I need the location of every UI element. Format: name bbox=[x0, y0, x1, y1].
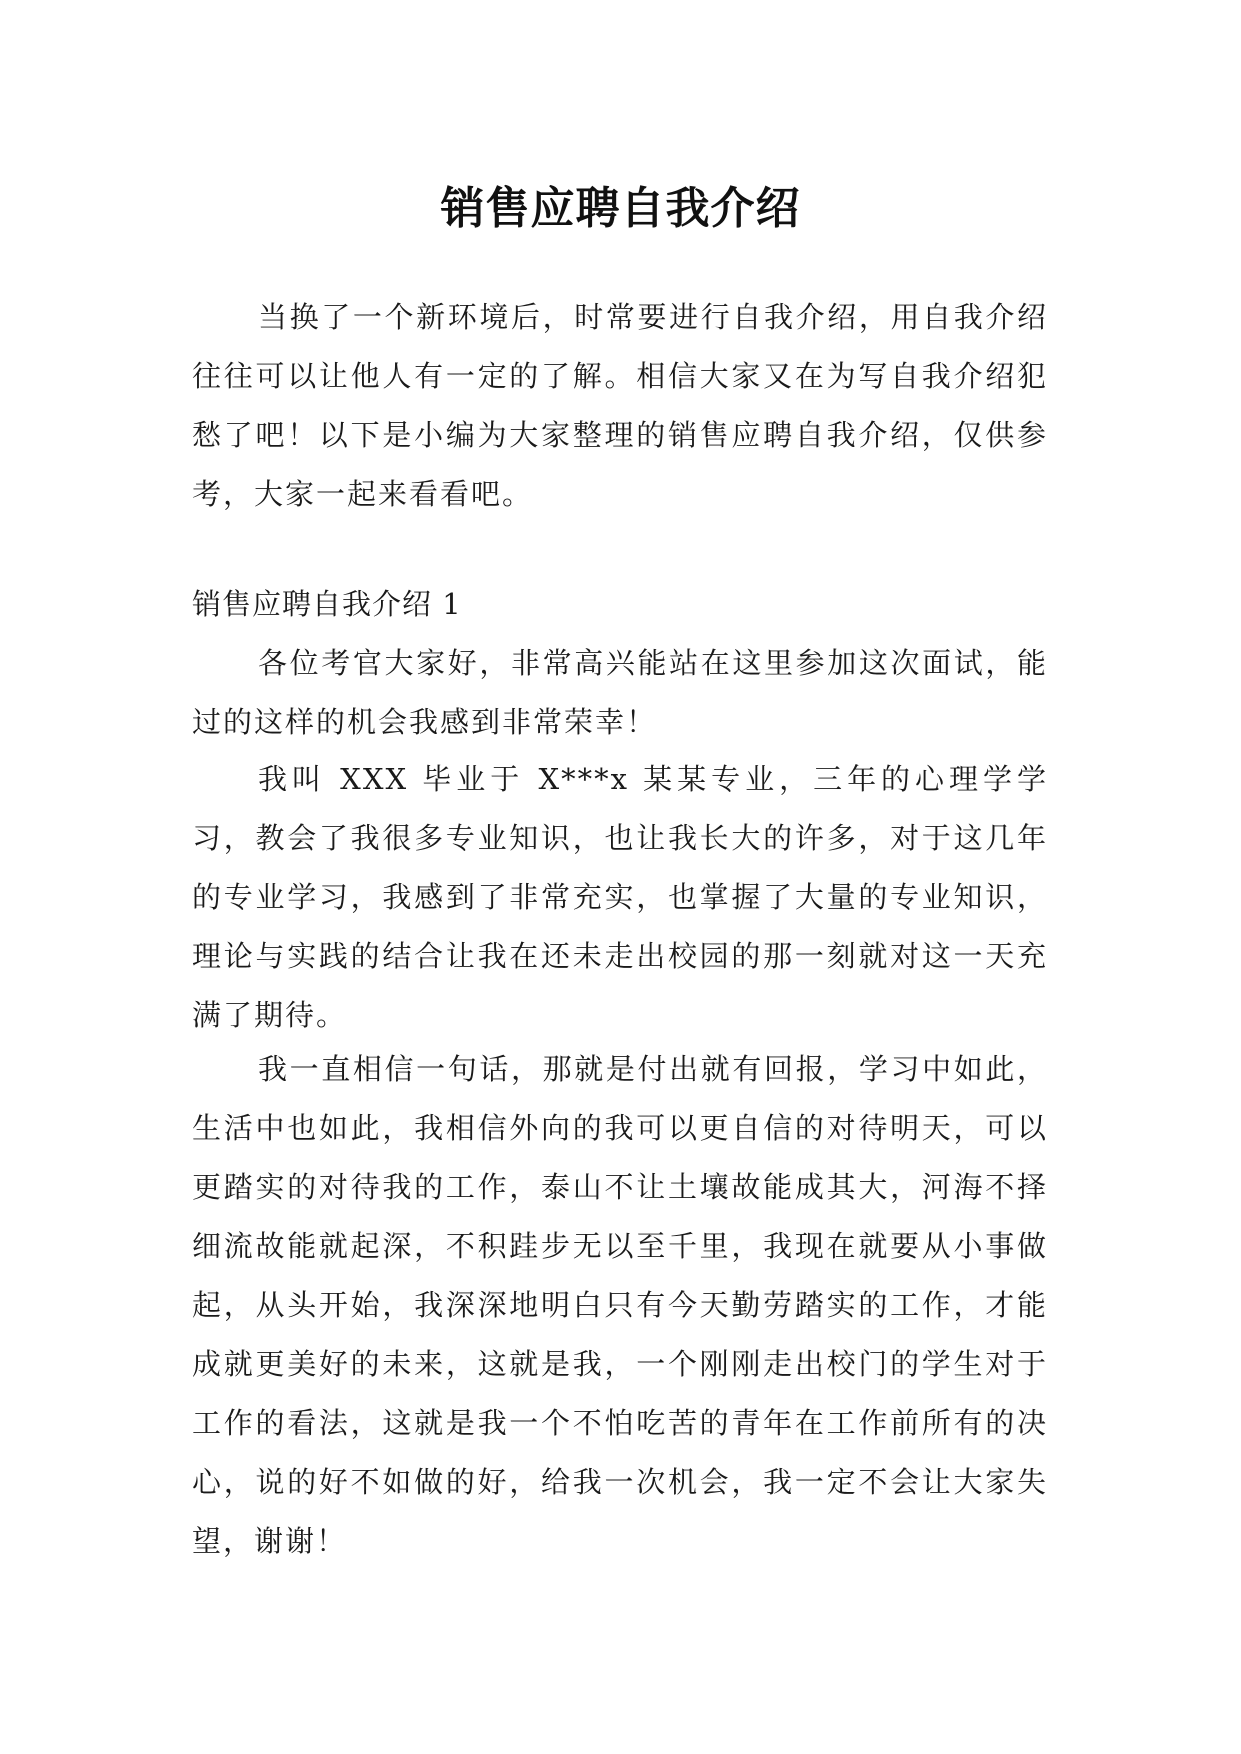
body-paragraph: 我一直相信一句话，那就是付出就有回报，学习中如此，生活中也如此，我相信外向的我可以更自信的对待明天，可以更踏实的对待我的工作，泰山不让土壤故能成其大，河海不择细流故能就起深，不积跬步无以至千里，我现在就要从小事做起，从头开始，我深深地明白只有今天勤劳踏实的工作，才能成就更美好的未来，这就是我，一个刚刚走出校门的学生对于工作的看法，这就是我一个不怕吃苦的青年在工作前所有的决心，说的好不如做的好，给我一次机会，我一定不会让大家失望，谢谢！ bbox=[192, 1052, 1048, 1558]
document-title: 销售应聘自我介绍 bbox=[440, 183, 801, 235]
body-paragraph: 各位考官大家好，非常高兴能站在这里参加这次面试，能过的这样的机会我感到非常荣幸！ bbox=[192, 646, 1048, 739]
intro-paragraph: 当换了一个新环境后，时常要进行自我介绍，用自我介绍往往可以让他人有一定的了解。相信大家又在为写自我介绍犯愁了吧！以下是小编为大家整理的销售应聘自我介绍，仅供参考，大家一起来看看吧。 bbox=[192, 300, 1048, 511]
body-paragraph: 我叫 XXX 毕业于 X***x 某某专业，三年的心理学学习，教会了我很多专业知识，也让我长大的许多，对于这几年的专业学习，我感到了非常充实，也掌握了大量的专业知识，理论与实践的结合让我在还未走出校园的那一刻就对这一天充满了期待。 bbox=[192, 762, 1048, 1032]
section-heading: 销售应聘自我介绍 1 bbox=[192, 587, 462, 621]
